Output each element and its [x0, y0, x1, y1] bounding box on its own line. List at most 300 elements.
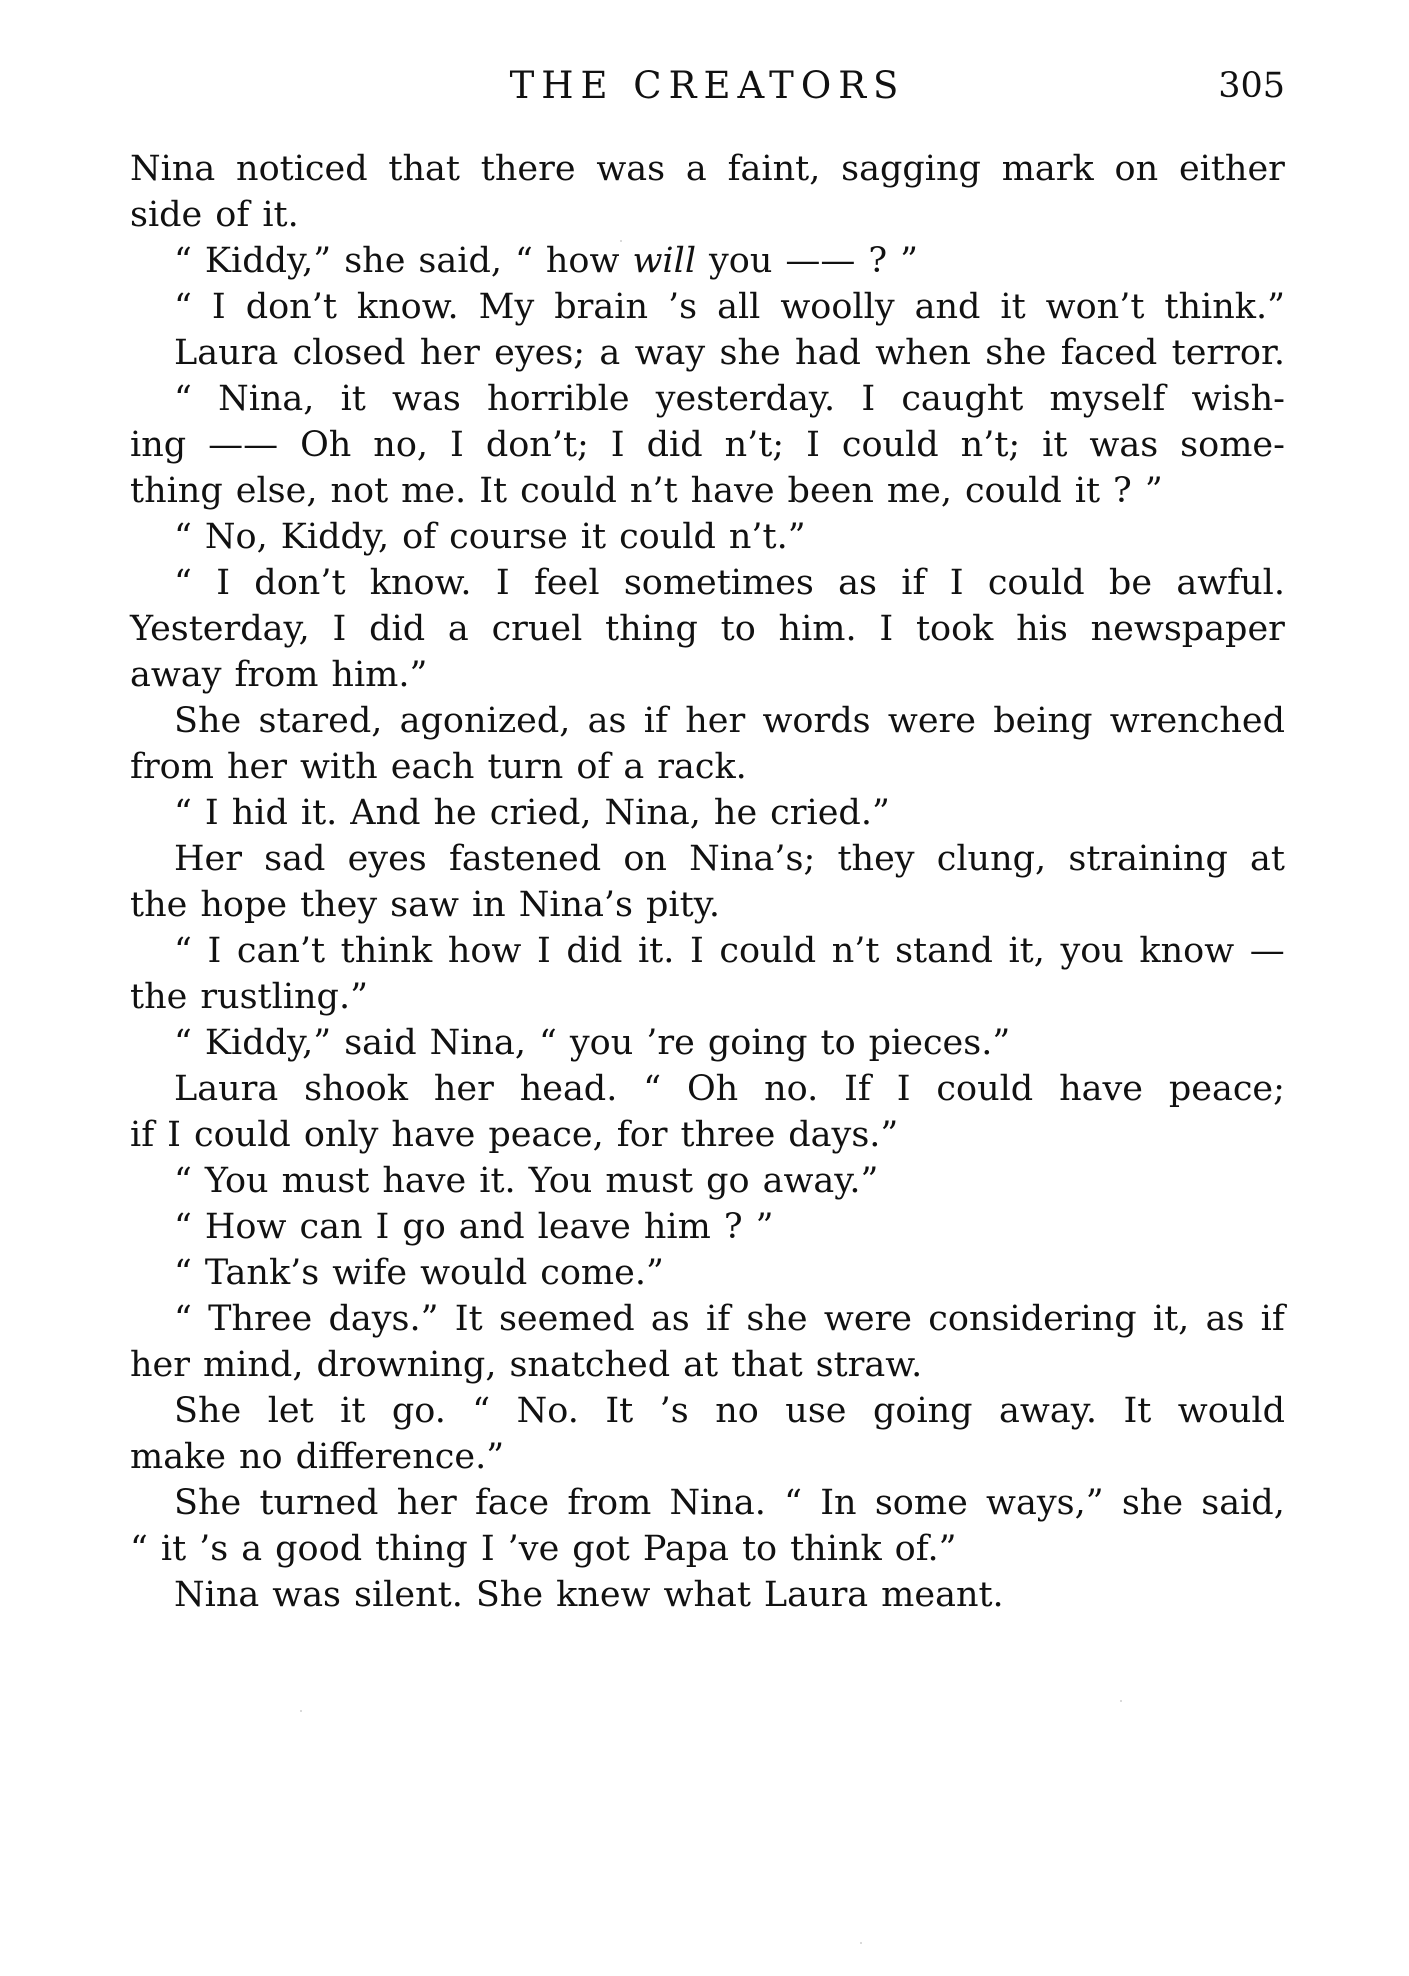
word: what	[663, 1575, 751, 1615]
word: “	[514, 241, 533, 281]
word: n’t	[629, 471, 678, 511]
word: turned	[259, 1483, 379, 1523]
word: can’t	[236, 931, 326, 971]
word: saw	[390, 885, 459, 925]
word: “	[174, 931, 192, 971]
text-line	[130, 376, 1285, 422]
word: Laura	[174, 1069, 279, 1109]
word: “	[130, 1529, 148, 1569]
text-line	[130, 606, 1285, 652]
word: face	[474, 1483, 550, 1523]
text-line	[130, 422, 1285, 468]
text-line	[130, 1066, 1285, 1112]
word: ’re	[646, 1023, 695, 1063]
word: awful.	[1176, 563, 1285, 603]
word: only	[303, 1115, 379, 1155]
word: Papa	[642, 1529, 729, 1569]
word: of	[215, 195, 250, 235]
word: She	[475, 1575, 544, 1615]
word: “	[174, 1161, 192, 1201]
word: and	[458, 1207, 525, 1247]
word: it	[1042, 425, 1068, 465]
word: “	[174, 287, 192, 327]
word: hid	[231, 793, 288, 833]
word: ——	[208, 425, 279, 465]
word: stared,	[258, 701, 383, 741]
text-line	[130, 468, 1285, 514]
word: And	[350, 793, 421, 833]
text-line	[130, 974, 1285, 1020]
word: I	[610, 425, 625, 465]
body-text	[130, 146, 1285, 1618]
word: faint,	[727, 149, 821, 189]
word: know	[1139, 931, 1235, 971]
word: her	[226, 747, 287, 787]
word: It	[1123, 1391, 1152, 1431]
word: “	[174, 379, 192, 419]
word: the	[130, 885, 188, 925]
word: “	[174, 1023, 192, 1063]
word: wife	[332, 1253, 408, 1293]
word: don’t	[254, 563, 346, 603]
word: her	[685, 701, 746, 741]
word: said	[344, 1023, 417, 1063]
word: took	[915, 609, 994, 649]
word: meant.	[881, 1575, 1004, 1615]
word: You	[204, 1161, 269, 1201]
word: you	[569, 1023, 634, 1063]
word: Three	[208, 1299, 313, 1339]
word: she	[1121, 1483, 1184, 1523]
word: Kiddy,”	[204, 1023, 332, 1063]
word: Oh	[686, 1069, 739, 1109]
word: to	[720, 609, 756, 649]
word: Nina	[130, 149, 216, 189]
word: No.	[516, 1391, 579, 1431]
word: you	[709, 241, 773, 281]
paper-speck	[620, 240, 622, 242]
word: I	[495, 563, 510, 603]
word: Nina,	[429, 1023, 526, 1063]
word: Nina’s	[518, 885, 634, 925]
text-line	[130, 744, 1285, 790]
word: as	[650, 1299, 690, 1339]
word: sometimes	[623, 563, 814, 603]
word: She	[174, 1391, 242, 1431]
word: faced	[1060, 333, 1158, 373]
word: eyes	[347, 839, 427, 879]
word: you	[1060, 931, 1124, 971]
word: no	[715, 1391, 759, 1431]
word: that	[388, 149, 460, 189]
word: ’s	[668, 287, 698, 327]
word: “	[174, 241, 192, 281]
word: ”	[900, 241, 919, 281]
word: could	[193, 1115, 291, 1155]
word: of	[402, 517, 437, 557]
word: I	[332, 609, 347, 649]
word: myself	[1049, 379, 1166, 419]
word: think.”	[1164, 287, 1285, 327]
word: have	[391, 1115, 476, 1155]
word: newspaper	[1090, 609, 1285, 649]
word: been	[787, 471, 874, 511]
text-line	[130, 1526, 1285, 1572]
word: woolly	[780, 287, 895, 327]
word: mind,	[203, 1345, 304, 1385]
text-line	[130, 1158, 1285, 1204]
word: I	[204, 793, 219, 833]
word: she	[344, 241, 406, 281]
word: course	[449, 517, 568, 557]
word: on	[623, 839, 667, 879]
word: could	[987, 563, 1085, 603]
word: going	[872, 1391, 973, 1431]
text-line	[130, 882, 1285, 928]
word: n’t;	[960, 425, 1021, 465]
word: was	[1089, 425, 1159, 465]
word: must	[281, 1161, 370, 1201]
word: each	[390, 747, 475, 787]
word: have	[382, 1161, 467, 1201]
text-line	[130, 1296, 1285, 1342]
word: No,	[204, 517, 268, 557]
word: can	[299, 1207, 363, 1247]
text-line	[130, 1434, 1285, 1480]
word: ?	[1113, 471, 1132, 511]
word: hope	[200, 885, 288, 925]
word: think	[790, 1529, 882, 1569]
word: how	[447, 931, 522, 971]
word: her	[433, 1069, 494, 1109]
word: a	[599, 333, 621, 373]
word: it,	[1008, 931, 1045, 971]
paper-speck	[860, 1942, 862, 1944]
word: Her	[174, 839, 242, 879]
word: I	[480, 1529, 495, 1569]
word: difference.”	[295, 1437, 505, 1477]
word: wish-	[1191, 379, 1285, 419]
word: Tank’s	[204, 1253, 320, 1293]
word: cried.”	[770, 793, 890, 833]
word: horrible	[486, 379, 630, 419]
word: n’t;	[724, 425, 785, 465]
word: snatched	[509, 1345, 671, 1385]
word: did	[646, 425, 703, 465]
word: to	[741, 1529, 778, 1569]
word: it.	[637, 931, 675, 971]
word: have	[690, 471, 775, 511]
text-line	[130, 1480, 1285, 1526]
word: I	[167, 1115, 181, 1155]
word: the	[130, 977, 188, 1017]
word: wrenched	[1109, 701, 1285, 741]
word: his	[1016, 609, 1068, 649]
word: it.	[300, 793, 338, 833]
text-line	[130, 836, 1285, 882]
word: him	[643, 1207, 711, 1247]
word: was	[392, 379, 461, 419]
word: I	[536, 931, 551, 971]
word: got	[572, 1529, 630, 1569]
word: away.”	[762, 1161, 879, 1201]
word: they	[300, 885, 378, 925]
word: straw.	[815, 1345, 923, 1385]
word: considering	[928, 1299, 1137, 1339]
word: In	[820, 1483, 857, 1523]
word: straining	[1068, 839, 1228, 879]
word: I	[375, 1207, 390, 1247]
word: shook	[304, 1069, 408, 1109]
word: “	[472, 1391, 491, 1431]
word: ’s	[199, 1529, 229, 1569]
word: pieces.”	[868, 1023, 1011, 1063]
word: ?	[868, 241, 888, 281]
word: side	[130, 195, 203, 235]
word: I	[450, 425, 464, 465]
word: “	[174, 1207, 192, 1247]
word: Laura	[174, 333, 279, 373]
word: It	[479, 471, 508, 511]
word: “	[174, 1253, 192, 1293]
word: I	[861, 379, 876, 419]
word: he	[713, 793, 758, 833]
word: make	[130, 1437, 226, 1477]
word: a	[685, 149, 707, 189]
word: don’t;	[485, 425, 589, 465]
word: seemed	[498, 1299, 635, 1339]
word: peace,	[488, 1115, 604, 1155]
word: cried,	[489, 793, 592, 833]
word: ing	[130, 425, 187, 465]
word: mark	[1001, 149, 1094, 189]
word: I	[896, 1069, 911, 1109]
word: I	[216, 563, 231, 603]
text-line	[130, 790, 1285, 836]
word: feel	[533, 563, 600, 603]
word: it	[160, 1529, 187, 1569]
word: away	[130, 655, 222, 695]
word: all	[717, 287, 761, 327]
word: Nina,	[604, 793, 701, 833]
word: it	[340, 379, 366, 419]
word: she	[746, 1299, 808, 1339]
word: it	[580, 517, 607, 557]
word: him.	[778, 609, 857, 649]
word: could	[619, 517, 716, 557]
word: she	[985, 333, 1047, 373]
word: did	[566, 931, 623, 971]
text-line	[130, 1020, 1285, 1066]
word: in	[471, 885, 506, 925]
text-line	[130, 1388, 1285, 1434]
word: thing	[375, 1529, 468, 1569]
word: won’t	[1045, 287, 1145, 327]
word: how	[545, 241, 620, 281]
word: her	[396, 1483, 457, 1523]
text-line	[130, 514, 1285, 560]
word: from	[130, 747, 214, 787]
word: way	[634, 333, 706, 373]
word: head.	[519, 1069, 618, 1109]
text-line	[130, 1572, 1285, 1618]
word: they	[837, 839, 915, 879]
word: If	[844, 1069, 871, 1109]
word: I	[211, 287, 226, 327]
text-line	[130, 1112, 1285, 1158]
word: him.”	[331, 655, 428, 695]
word: good	[275, 1529, 363, 1569]
word: turn	[487, 747, 564, 787]
word: some	[874, 1483, 968, 1523]
word: pity.	[646, 885, 720, 925]
word: would	[1177, 1391, 1285, 1431]
word: clung,	[936, 839, 1047, 879]
word: it	[1000, 287, 1026, 327]
word: it,	[1152, 1299, 1190, 1339]
text-line	[130, 1250, 1285, 1296]
word: “	[174, 563, 192, 603]
word: had	[795, 333, 861, 373]
word: I	[207, 931, 222, 971]
text-line	[130, 652, 1285, 698]
word: it.	[262, 195, 299, 235]
word: Nina	[174, 1575, 260, 1615]
word: was	[596, 149, 666, 189]
word: will	[632, 241, 697, 281]
word: know.	[356, 287, 459, 327]
word: would	[420, 1253, 528, 1293]
word: caught	[901, 379, 1024, 419]
word: agonized,	[399, 701, 571, 741]
word: rack.	[657, 747, 747, 787]
word: “	[784, 1483, 802, 1523]
word: ’s	[659, 1391, 689, 1431]
text-line	[130, 146, 1285, 192]
word: a	[623, 747, 645, 787]
word: her	[130, 1345, 190, 1385]
word: said,	[418, 241, 502, 281]
word: drowning,	[316, 1345, 497, 1385]
word: Kiddy,	[280, 517, 390, 557]
word: if	[706, 1299, 731, 1339]
word: ways,”	[986, 1483, 1104, 1523]
word: “	[174, 517, 192, 557]
word: “	[539, 1023, 557, 1063]
text-line	[130, 238, 1285, 284]
word: She	[174, 701, 242, 741]
word: either	[1178, 149, 1285, 189]
word: as	[838, 563, 877, 603]
word: stand	[895, 931, 993, 971]
word: ’ve	[507, 1529, 560, 1569]
word: ?	[723, 1207, 743, 1247]
word: no	[238, 1437, 283, 1477]
word: were	[823, 1299, 913, 1339]
word: it	[340, 1391, 366, 1431]
word: words	[762, 701, 871, 741]
word: Laura	[763, 1575, 869, 1615]
word: think	[340, 931, 433, 971]
word: It	[454, 1299, 483, 1339]
word: knew	[556, 1575, 651, 1615]
word: as	[587, 701, 627, 741]
word: said,	[1201, 1483, 1285, 1523]
word: terror.	[1171, 333, 1285, 373]
word: that	[731, 1345, 803, 1385]
word: else,	[235, 471, 318, 511]
paper-speck	[300, 1710, 302, 1712]
text-line	[130, 284, 1285, 330]
word: must	[605, 1161, 694, 1201]
word: if	[130, 1115, 155, 1155]
word: noticed	[236, 149, 368, 189]
text-line	[130, 698, 1285, 744]
word: a	[241, 1529, 263, 1569]
word: n’t.”	[728, 517, 806, 557]
page-number: 305	[1218, 66, 1285, 106]
word: days.”	[788, 1115, 899, 1155]
word: let	[267, 1391, 314, 1431]
word: silent.	[354, 1575, 463, 1615]
word: no.	[764, 1069, 819, 1109]
word: —	[1249, 931, 1285, 971]
word: It	[605, 1391, 634, 1431]
word: ”	[755, 1207, 774, 1247]
word: it.	[479, 1161, 516, 1201]
word: come.”	[540, 1253, 664, 1293]
word: Nina.	[669, 1483, 766, 1523]
word: were	[887, 701, 976, 741]
word: How	[204, 1207, 287, 1247]
word: leave	[537, 1207, 631, 1247]
word: go	[402, 1207, 446, 1247]
word: me.	[401, 471, 467, 511]
text-line	[130, 1204, 1285, 1250]
word: Nina’s;	[689, 839, 816, 879]
word: She	[174, 1483, 242, 1523]
word: rustling.”	[200, 977, 368, 1017]
word: brain	[554, 287, 649, 327]
word: did	[369, 609, 426, 649]
paper-speck	[1120, 1700, 1122, 1702]
word: no,	[373, 425, 429, 465]
word: her	[419, 333, 480, 373]
word: away.	[999, 1391, 1097, 1431]
word: me,	[886, 471, 952, 511]
word: at	[1250, 839, 1285, 879]
word: I	[689, 931, 704, 971]
word: You	[528, 1161, 593, 1201]
word: going	[707, 1023, 808, 1063]
word: he	[433, 793, 477, 833]
word: of.”	[894, 1529, 957, 1569]
word: if	[901, 563, 926, 603]
word: it	[1074, 471, 1101, 511]
word: of	[576, 747, 611, 787]
word: she	[719, 333, 781, 373]
word: ”	[1144, 471, 1163, 511]
word: have	[1059, 1069, 1143, 1109]
word: if	[643, 701, 668, 741]
word: when	[875, 333, 971, 373]
word: sagging	[841, 149, 981, 189]
word: peace;	[1168, 1069, 1285, 1109]
word: Nina,	[218, 379, 315, 419]
text-line	[130, 192, 1285, 238]
word: be	[1108, 563, 1153, 603]
word: a	[447, 609, 469, 649]
